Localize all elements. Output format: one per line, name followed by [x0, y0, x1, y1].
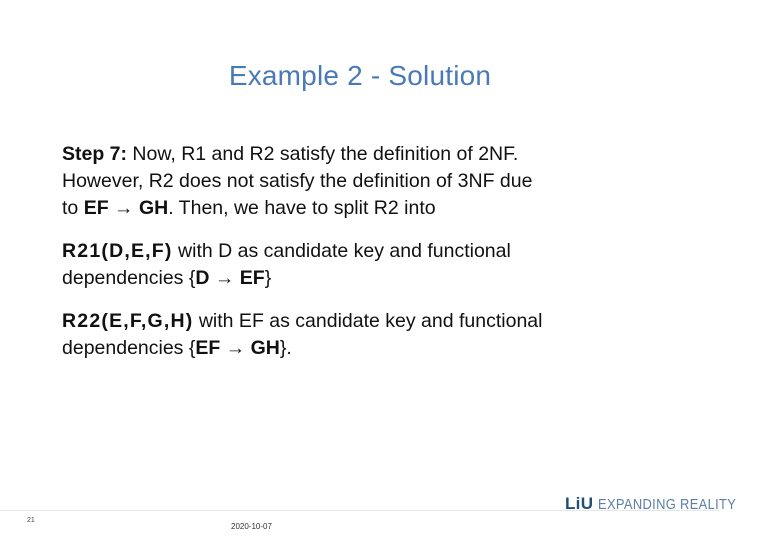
r21-text-line2a: dependencies { — [62, 267, 196, 289]
step-text-line2: However, R2 does not satisfy the definition of 3NF due — [62, 170, 533, 192]
slide-number: 21 — [27, 517, 35, 524]
step-text-line3a: to — [62, 197, 84, 219]
liu-logo — [565, 492, 759, 516]
relation-r21: R21(D,E,F) — [62, 240, 173, 262]
r22-text-line1: with EF as candidate key and functional — [193, 310, 543, 332]
fd-ef-gh: EF → GH — [83, 197, 169, 219]
r21-paragraph — [62, 238, 662, 292]
fd-d-ef: D → EF — [195, 267, 265, 289]
step-label: Step 7: — [62, 143, 128, 165]
r21-text-line1: with D as candidate key and functional — [172, 240, 511, 262]
r21-text-line2b: } — [264, 267, 272, 289]
step-text-line3b: . Then, we have to split R2 into — [168, 197, 436, 219]
logo-liu-text: LiU — [565, 494, 594, 513]
step-7-paragraph — [62, 141, 662, 222]
logo-tagline: EXPANDING REALITY — [598, 495, 737, 513]
r22-text-line2b: }. — [279, 337, 292, 359]
footer-date: 2020-10-07 — [231, 522, 272, 531]
fd-ef-gh-r22: EF → GH — [195, 337, 280, 359]
step-text-line1: Now, R1 and R2 satisfy the definition of 2NF. — [127, 143, 519, 165]
relation-r22: R22(E,F,G,H) — [62, 310, 194, 332]
slide-title: Example 2 - Solution — [228, 60, 492, 91]
r22-paragraph — [62, 308, 662, 362]
r22-text-line2a: dependencies { — [62, 337, 196, 359]
